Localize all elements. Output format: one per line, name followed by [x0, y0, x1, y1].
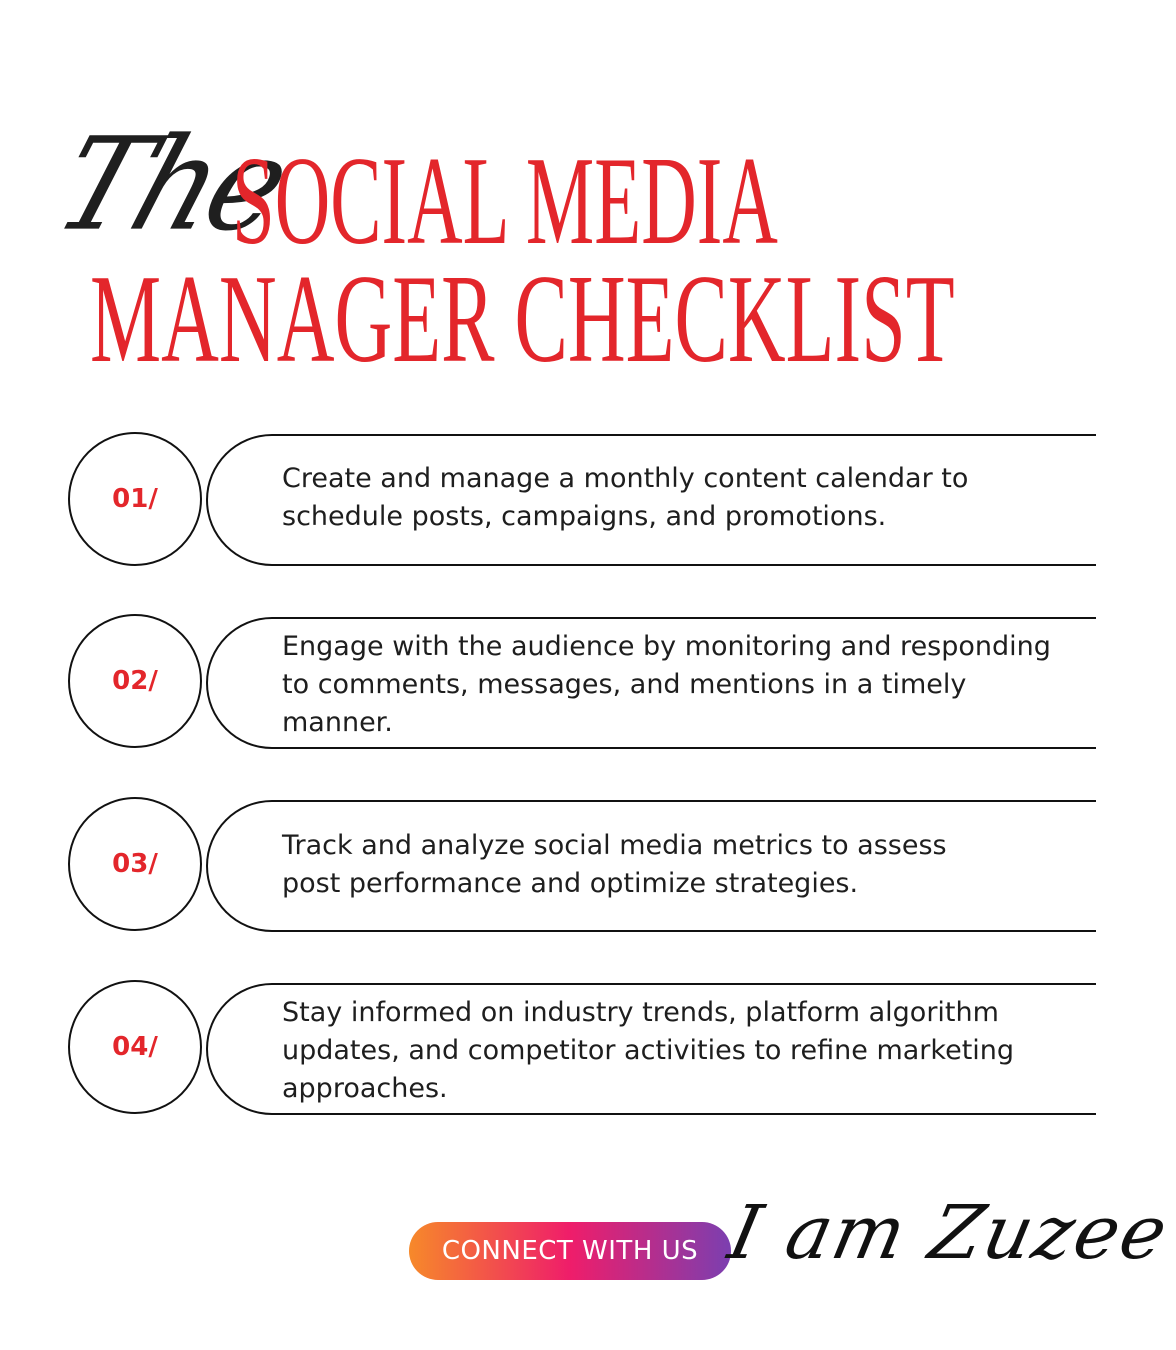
item-text: Engage with the audience by monitoring and responding to comments, messages, and mentions in a timely manner. — [282, 631, 1051, 738]
connect-with-us-button[interactable]: CONNECT WITH US — [409, 1222, 731, 1280]
item-number-circle — [68, 432, 202, 566]
item-number: 01/ — [112, 484, 158, 514]
title-script-word: The — [39, 110, 303, 260]
item-number-circle — [68, 614, 202, 748]
item-number-circle — [68, 980, 202, 1114]
title-line-2: MANAGER CHECKLIST — [90, 250, 955, 389]
item-text: Create and manage a monthly content calendar to schedule posts, campaigns, and promotions. — [282, 463, 969, 532]
item-number: 02/ — [112, 666, 158, 696]
item-number: 04/ — [112, 1032, 158, 1062]
item-text: Stay informed on industry trends, platform algorithm updates, and competitor activities to refine marketing approaches. — [282, 997, 1015, 1104]
title-line-1: SOCIAL MEDIA — [232, 132, 778, 271]
item-number: 03/ — [112, 849, 158, 879]
item-text: Track and analyze social media metrics to assess post performance and optimize strategies. — [282, 830, 947, 899]
signature: I am Zuzee — [721, 1190, 1176, 1276]
item-number-circle — [68, 797, 202, 931]
